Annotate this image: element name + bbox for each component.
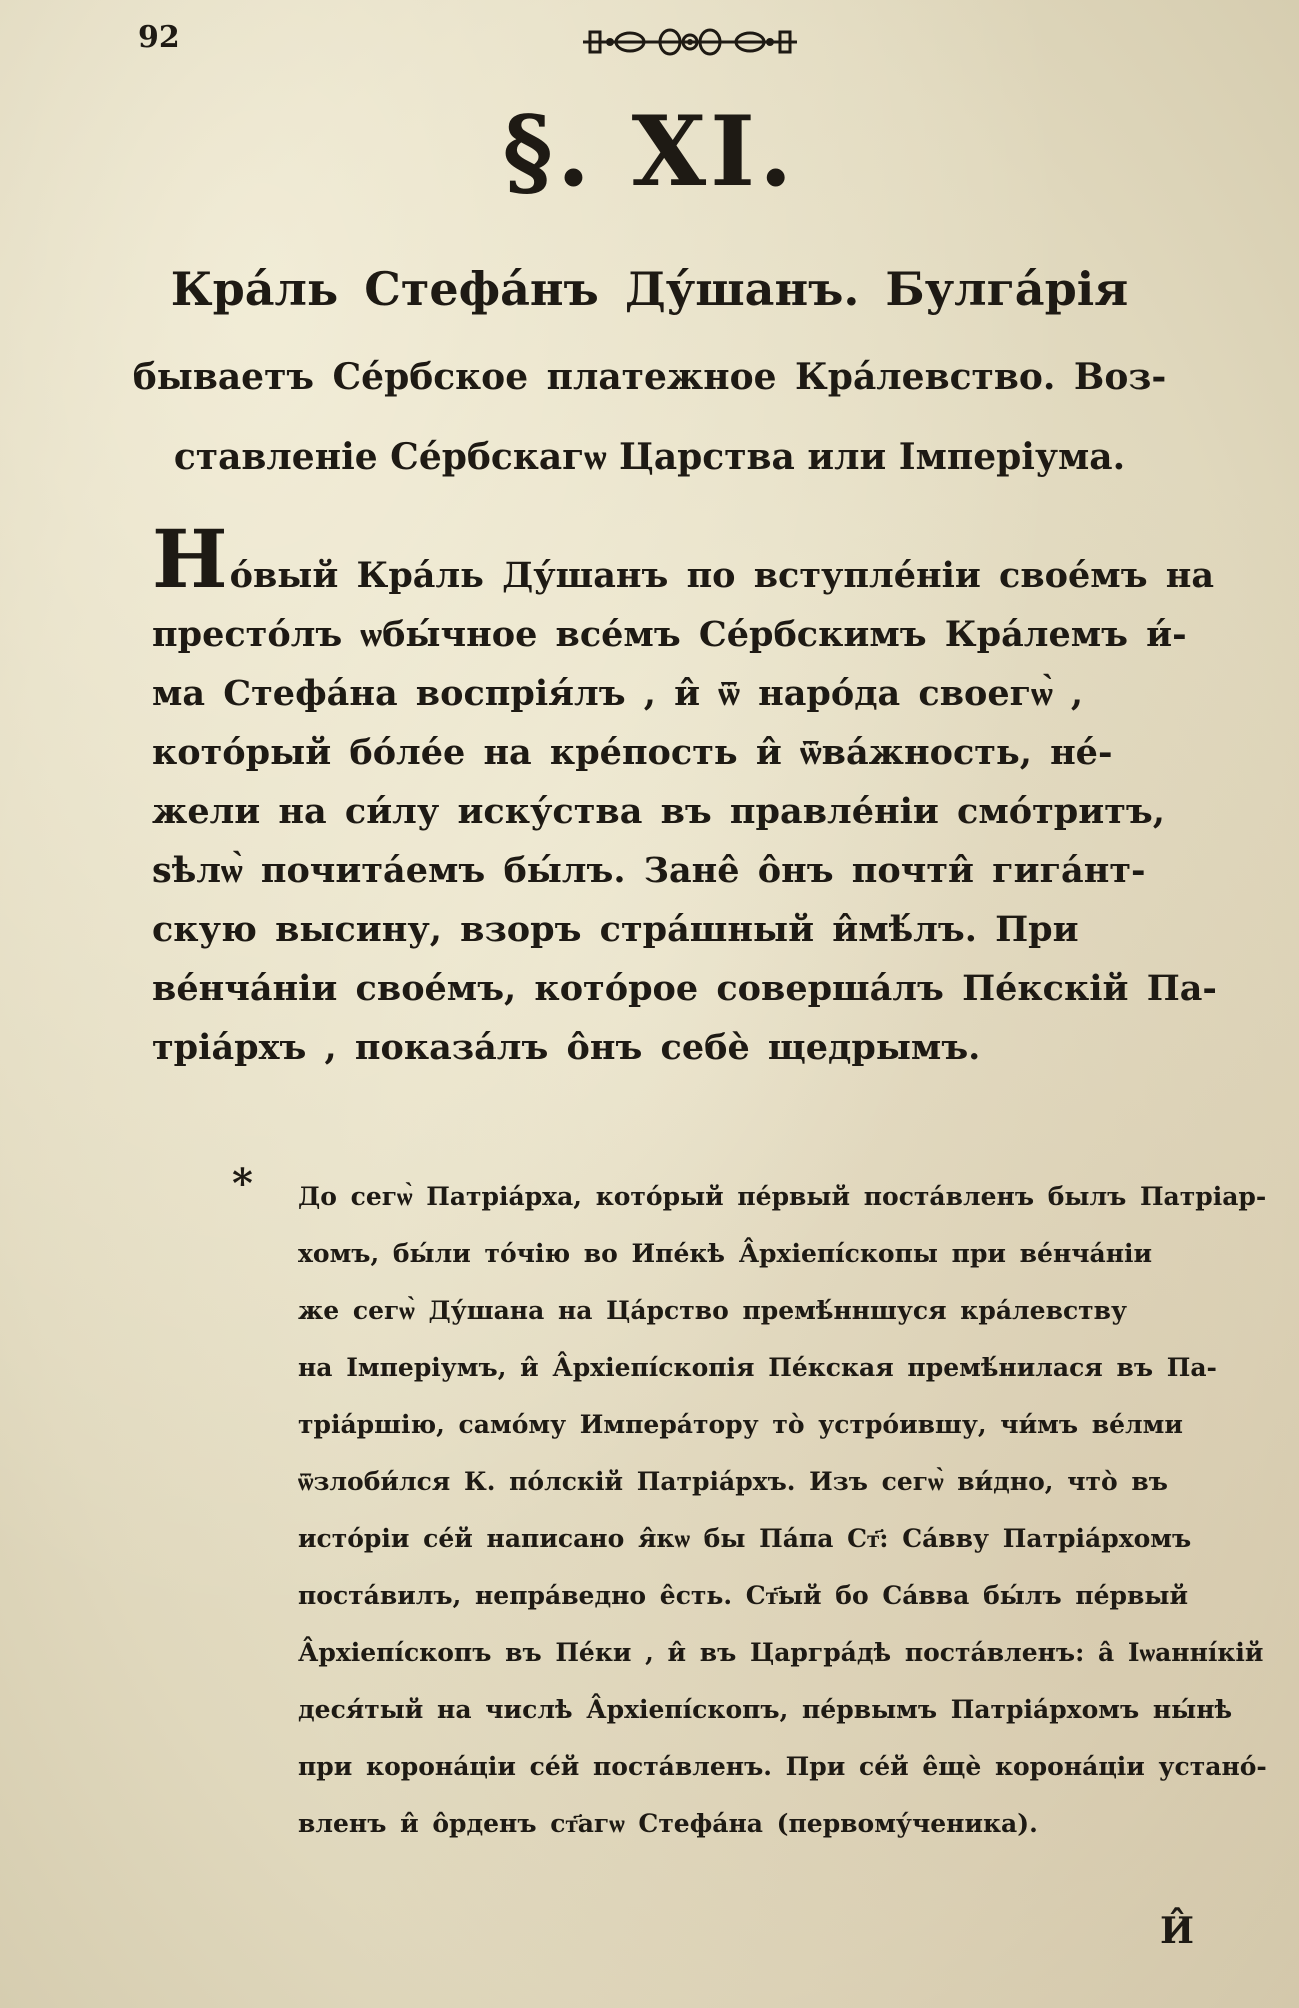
decorative-ornament xyxy=(575,22,805,62)
section-heading: §. XI. xyxy=(502,95,797,208)
footnote-line: при корона́ціи се́й поста́вленъ. При се́й е̂щѐ корона́ціи устано́- xyxy=(298,1752,1267,1781)
body-line: престо́лъ ѡбы́чное все́мъ Се́рбскимъ Кра́лемъ и́- xyxy=(152,614,1187,655)
footnote-line: же сегѡ̀ Ду́шана на Ца́рство премѣ́нншуся кра́левству xyxy=(298,1296,1128,1325)
footnote-line: исто́ріи се́й написано я̂кѡ бы Па́па Ст҃: Са́вву Патріа́рхомъ xyxy=(298,1524,1192,1553)
footnote-line: тріа́ршію, само́му Импера́тору то̀ устро́ившу, чи́мъ ве́лми xyxy=(298,1410,1183,1439)
footnote-line: хомъ, бы́ли то́чію во Ипе́кѣ А̂рхіепі́скопы при ве́нча́ніи xyxy=(298,1239,1153,1268)
footnote-line: вленъ и̂ о̂рденъ ст҃агѡ Стефа́на (первому́ченика). xyxy=(298,1809,1038,1838)
body-line: кото́рый бо́ле́е на кре́пость и̂ ѿва́жность, не́- xyxy=(152,732,1113,773)
body-paragraph xyxy=(152,512,1242,1077)
footnote-line: ѿзлоби́лся К. по́лскій Патріа́рхъ. Изъ сегѡ̀ ви́дно, что̀ въ xyxy=(298,1467,1168,1496)
body-line-text: о́вый Кра́ль Ду́шанъ по вступле́ніи свое́мъ на xyxy=(229,555,1215,596)
body-line: ма Стефа́на воспрія́лъ , и̂ ѿ наро́да своегѡ̀ , xyxy=(152,673,1084,714)
chapter-title-line: бываетъ Се́рбское платежное Кра́левство. Воз- xyxy=(132,356,1167,398)
footnote-line: деся́тый на числѣ А̂рхіепі́скопъ, пе́рвымъ Патріа́рхомъ ны́нѣ xyxy=(298,1695,1233,1724)
body-line xyxy=(152,512,1242,606)
body-line: жели на си́лу иску́ства въ правле́ніи смо́тритъ, xyxy=(152,791,1165,832)
catchword: И̂ xyxy=(1160,1910,1195,1952)
body-line: ѕѣлѡ̀ почита́емъ бы́лъ. Зане̂ о̂нъ почти̂ гига́нт- xyxy=(152,850,1146,891)
footnote xyxy=(298,1168,1267,1852)
chapter-title-line: ставленіе Се́рбскагѡ Царства или Імперіума. xyxy=(173,436,1126,478)
footnote-line: А̂рхіепі́скопъ въ Пе́ки , и̂ въ Царгра́дѣ поста́вленъ: а̂ Іѡанні́кій xyxy=(298,1638,1264,1667)
footnote-line: на Імперіумъ, и̂ А̂рхіепі́скопія Пе́кская премѣ́нилася въ Па- xyxy=(298,1353,1217,1382)
body-line: тріа́рхъ , показа́лъ о̂нъ себѐ щедрымъ. xyxy=(152,1027,981,1068)
page-number: 92 xyxy=(138,20,180,55)
footnote-marker: * xyxy=(232,1160,253,1207)
body-line: ве́нча́ніи свое́мъ, кото́рое соверша́лъ Пе́кскій Па- xyxy=(152,968,1217,1009)
chapter-title-line: Кра́ль Стефа́нъ Ду́шанъ. Булга́рія xyxy=(170,262,1129,316)
footnote-line: До сегѡ̀ Патріа́рха, кото́рый пе́рвый поста́вленъ былъ Патріар- xyxy=(298,1182,1267,1211)
footnote-line: поста́вилъ, непра́ведно е̂сть. Ст҃ый бо Са́вва бы́лъ пе́рвый xyxy=(298,1581,1188,1610)
body-line: скую высину, взоръ стра́шный и̂мѣ́лъ. При xyxy=(152,909,1079,950)
drop-cap: Н xyxy=(152,512,228,606)
